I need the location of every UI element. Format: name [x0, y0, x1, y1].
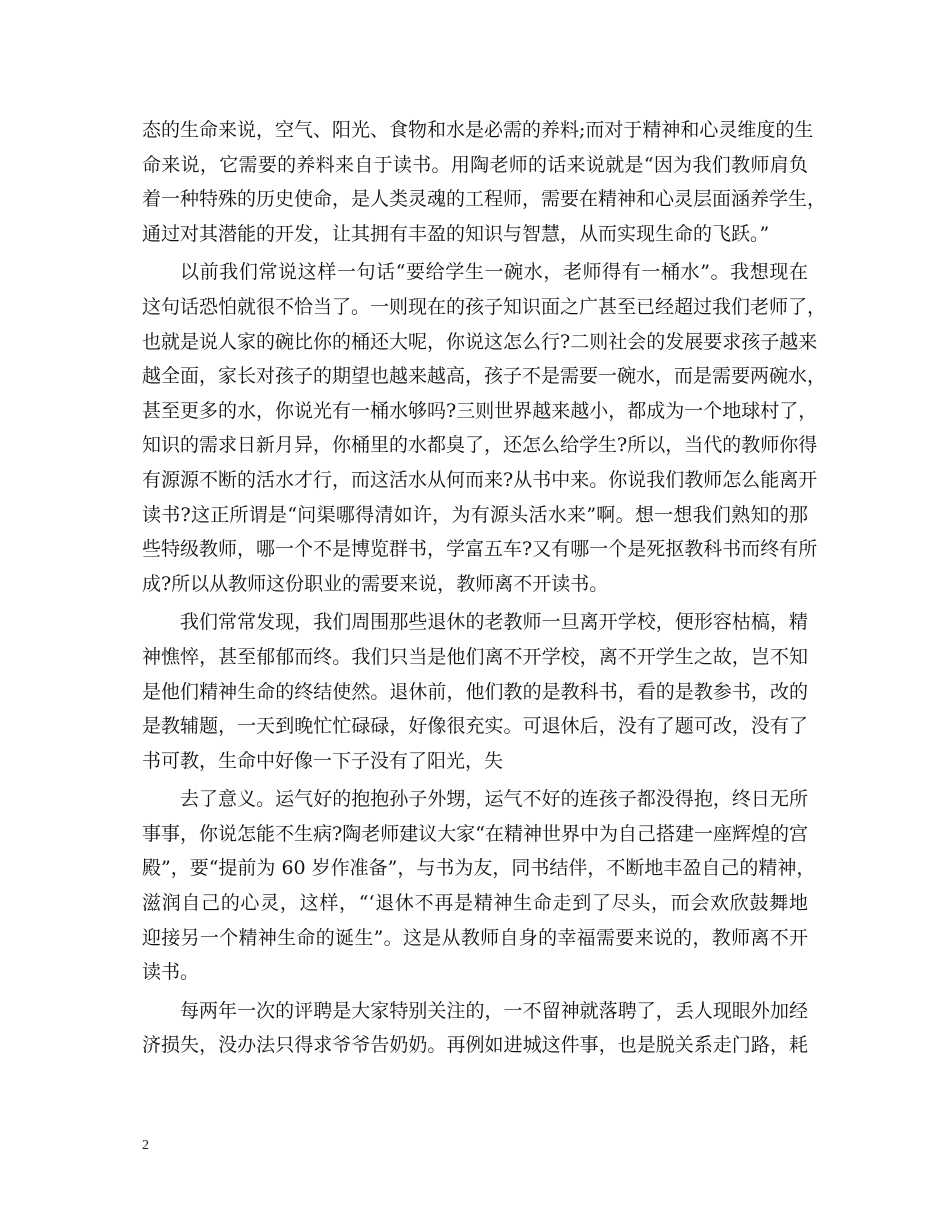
- text-line: 也就是说人家的碗比你的桶还大呢，你说这怎么行?二则社会的发展要求孩子越来: [142, 330, 818, 353]
- text-line: 命来说，它需要的养料来自于读书。用陶老师的话来说就是“因为我们教师肩负: [142, 153, 808, 176]
- text-line: 甚至更多的水，你说光有一桶水够吗?三则世界越来越小，都成为一个地球村了，: [142, 399, 818, 422]
- text-line: 些特级教师，哪一个不是博览群书，学富五车?又有哪一个是死抠教科书而终有所: [142, 538, 818, 561]
- text-line: 事事，你说怎能不生病?陶老师建议大家“在精神世界中为自己搭建一座辉煌的宫: [142, 822, 808, 845]
- text-line: 着一种特殊的历史使命，是人类灵魂的工程师，需要在精神和心灵层面涵养学生，: [142, 188, 827, 211]
- text-line: 态的生命来说，空气、阳光、食物和水是必需的养料;而对于精神和心灵维度的生: [142, 119, 814, 141]
- text-line: 读书?这正所谓是“问渠哪得清如许，为有源头活水来”啊。想一想我们熟知的那: [142, 503, 808, 526]
- page-number: 2: [142, 1138, 149, 1153]
- text-line: 我们常常发现，我们周围那些退休的老教师一旦离开学校，便形容枯槁，精: [180, 611, 808, 634]
- text-line: 神憔悴，甚至郁郁而终。我们只当是他们离不开学校，离不开学生之故，岂不知: [142, 645, 808, 668]
- text-line: 每两年一次的评聘是大家特别关注的，一不留神就落聘了，丢人现眼外加经: [180, 999, 808, 1022]
- text-line: 是他们精神生命的终结使然。退休前，他们教的是教科书，看的是教参书，改的: [142, 680, 808, 703]
- document-body: [142, 113, 827, 1063]
- text-line: 越全面，家长对孩子的期望也越来越高，孩子不是需要一碗水，而是需要两碗水，: [142, 365, 827, 388]
- text-line: 成?所以从教师这份职业的需要来说，教师离不开读书。: [142, 572, 609, 595]
- text-line: 迎接另一个精神生命的诞生”。这是从教师自身的幸福需要来说的，教师离不开: [142, 926, 808, 949]
- text-line: 知识的需求日新月异，你桶里的水都臭了，还怎么给学生?所以，当代的教师你得: [142, 434, 818, 457]
- text-line: 去了意义。运气好的抱抱孙子外甥，运气不好的连孩子都没得抱，终日无所: [180, 788, 808, 811]
- text-line: 是教辅题，一天到晚忙忙碌碌，好像很充实。可退休后，没有了题可改，没有了: [142, 715, 808, 738]
- text-line: 殿”，要“提前为 60 岁作准备”，与书为友，同书结伴，不断地丰盈自己的精神，: [142, 857, 816, 880]
- text-line: 济损失，没办法只得求爷爷告奶奶。再例如进城这件事，也是脱关系走门路，耗: [142, 1034, 808, 1057]
- text-line: 有源源不断的活水才行，而这活水从何而来?从书中来。你说我们教师怎么能离开: [142, 468, 818, 491]
- text-line: 通过对其潜能的开发，让其拥有丰盈的知识与智慧，从而实现生命的飞跃。”: [142, 222, 770, 245]
- text-line: 这句话恐怕就很不恰当了。一则现在的孩子知识面之广甚至已经超过我们老师了，: [142, 295, 827, 318]
- text-line: 读书。: [142, 961, 200, 984]
- text-line: 以前我们常说这样一句话“要给学生一碗水，老师得有一桶水”。我想现在: [180, 261, 808, 284]
- text-line: 书可教，生命中好像一下子没有了阳光，失: [142, 749, 504, 772]
- text-line: 滋润自己的心灵，这样，“‘退休不再是精神生命走到了尽头，而会欢欣鼓舞地: [142, 892, 808, 915]
